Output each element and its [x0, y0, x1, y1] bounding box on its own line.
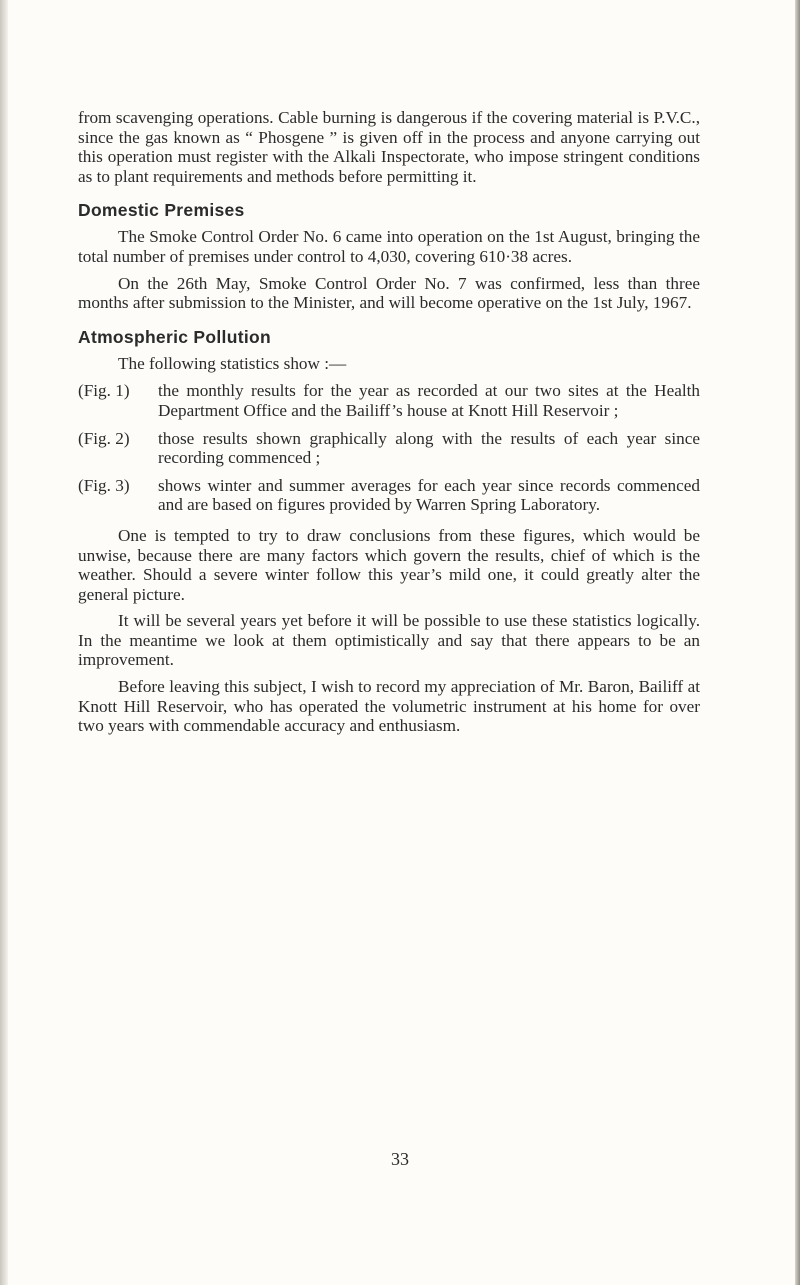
- figure-description: shows winter and summer averages for each year since records commenced and are based on figures provided by Warren Spring Laboratory.: [158, 475, 700, 515]
- atmospheric-paragraph: It will be several years yet before it will be possible to use these statistics logically. In the meantime we look at them optimistically and say that there appears to be an improvement.: [78, 611, 700, 670]
- domestic-paragraph: On the 26th May, Smoke Control Order No. 7 was confirmed, less than three months after submission to the Minister, and will become operative on the 1st July, 1967.: [78, 273, 700, 313]
- section-heading-domestic: Domestic Premises: [78, 200, 245, 221]
- figure-list-item: [78, 476, 700, 515]
- figure-label: (Fig. 1): [78, 381, 130, 401]
- figure-list-item: [78, 381, 700, 420]
- atmospheric-lead: The following statistics show :—: [118, 353, 347, 373]
- section-heading-atmospheric: Atmospheric Pollution: [78, 326, 271, 347]
- domestic-paragraph: The Smoke Control Order No. 6 came into operation on the 1st August, bringing the total number of premises under control to 4,030, covering 610·38 acres.: [78, 227, 700, 266]
- figure-label: (Fig. 2): [78, 428, 130, 448]
- document-page: [78, 108, 700, 736]
- atmospheric-paragraph: Before leaving this subject, I wish to record my appreciation of Mr. Baron, Bailiff at Knott Hill Reservoir, who has operated the volumetric instrument at his home for over two years with commendable accuracy and enthusiasm.: [78, 677, 700, 736]
- atmospheric-paragraph: One is tempted to try to draw conclusions from these figures, which would be unwise, because there are many factors which govern the results, chief of which is the weather. Should a severe winter follow this year’s mild one, it could greatly alter the general picture.: [78, 525, 700, 604]
- page-binding-edge: [0, 0, 8, 1285]
- figure-description: those results shown graphically along with the results of each year since recording commenced ;: [158, 428, 700, 468]
- intro-paragraph: from scavenging operations. Cable burning is dangerous if the covering material is P.V.C., since the gas known as “ Phosgene ” is given off in the process and anyone carrying out this operation must register with the Alkali Inspectorate, who impose stringent conditions as to plant requirements and methods before permitting it.: [78, 108, 700, 186]
- page-number: 33: [391, 1149, 409, 1169]
- page-right-edge: [795, 0, 800, 1285]
- figure-list-item: [78, 429, 700, 468]
- figure-description: the monthly results for the year as recorded at our two sites at the Health Department Office and the Bailiff’s house at Knott Hill Reservoir ;: [158, 381, 700, 420]
- figure-label: (Fig. 3): [78, 475, 130, 495]
